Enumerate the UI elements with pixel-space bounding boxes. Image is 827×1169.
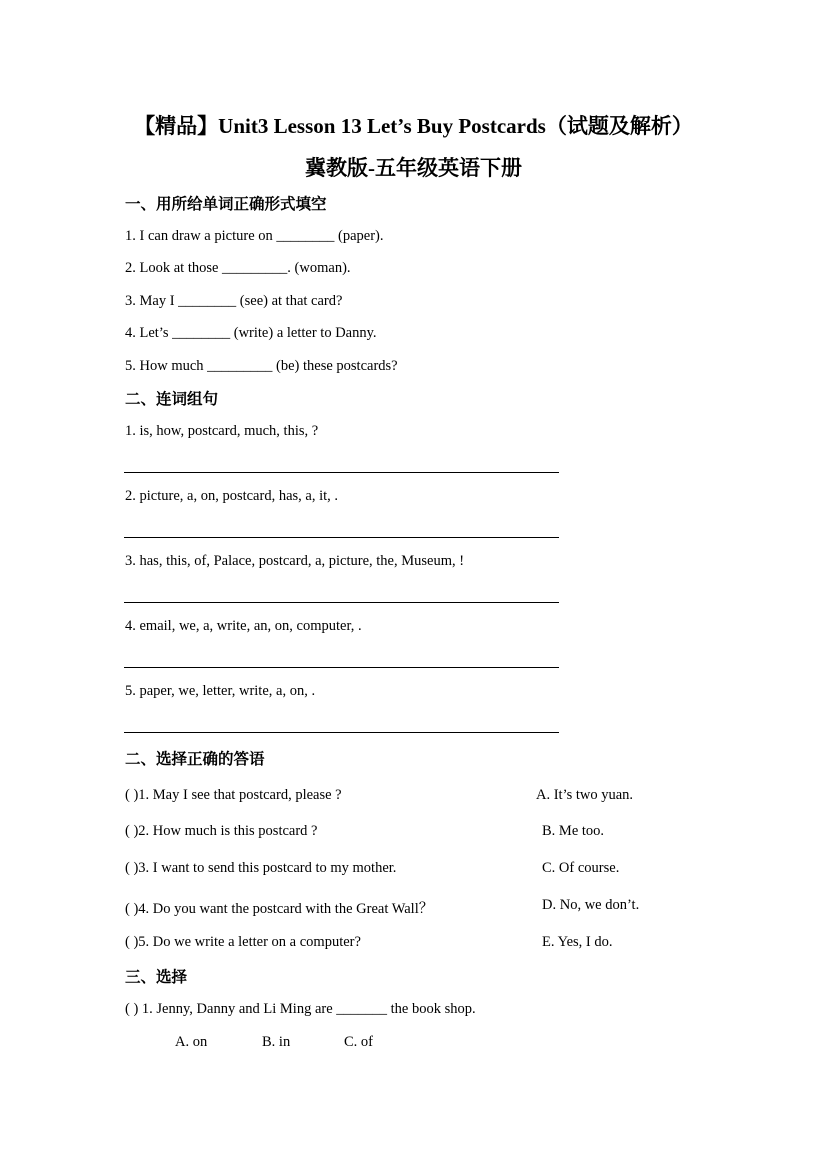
sentence-build-item-3: 3. has, this, of, Palace, postcard, a, picture, the, Museum, ! — [125, 553, 465, 569]
section-heading-fill-blank: 一、用所给单词正确形式填空 — [125, 196, 327, 213]
choice-option-b: B. in — [262, 1034, 291, 1050]
match-answer-a: A. It’s two yuan. — [536, 787, 634, 803]
choice-question-1: ( ) 1. Jenny, Danny and Li Ming are _______ the book shop. — [125, 1001, 476, 1017]
choice-option-c: C. of — [344, 1034, 373, 1050]
answer-line-3[interactable] — [124, 602, 559, 603]
answer-line-2[interactable] — [124, 537, 559, 538]
fill-blank-item-3: 3. May I ________ (see) at that card? — [125, 293, 343, 309]
sentence-build-item-4: 4. email, we, a, write, an, on, computer, . — [125, 618, 362, 634]
document-title: 【精品】Unit3 Lesson 13 Let’s Buy Postcards（试题及解析） — [134, 114, 693, 138]
match-answer-e: E. Yes, I do. — [542, 934, 613, 950]
document-subtitle: 冀教版-五年级英语下册 — [305, 156, 522, 180]
match-answer-d: D. No, we don’t. — [542, 897, 640, 913]
choice-option-a: A. on — [175, 1034, 208, 1050]
fill-blank-item-5: 5. How much _________ (be) these postcards? — [125, 358, 398, 374]
match-question-1: ( )1. May I see that postcard, please ? — [125, 787, 342, 803]
match-question-3: ( )3. I want to send this postcard to my mother. — [125, 860, 397, 876]
answer-line-4[interactable] — [124, 667, 559, 668]
section-heading-multiple-choice: 三、选择 — [125, 969, 188, 986]
sentence-build-item-1: 1. is, how, postcard, much, this, ? — [125, 423, 319, 439]
match-answer-b: B. Me too. — [542, 823, 605, 839]
fill-blank-item-4: 4. Let’s ________ (write) a letter to Danny. — [125, 325, 377, 341]
fill-blank-item-1: 1. I can draw a picture on ________ (paper). — [125, 228, 384, 244]
answer-line-1[interactable] — [124, 472, 559, 473]
sentence-build-item-2: 2. picture, a, on, postcard, has, a, it, . — [125, 488, 339, 504]
match-question-2: ( )2. How much is this postcard ? — [125, 823, 318, 839]
answer-line-5[interactable] — [124, 732, 559, 733]
section-heading-match-answers: 二、选择正确的答语 — [125, 751, 265, 768]
match-answer-c: C. Of course. — [542, 860, 620, 876]
match-question-4: ( )4. Do you want the postcard with the Great Wall？ — [125, 901, 434, 917]
section-heading-sentence-build: 二、连词组句 — [125, 391, 219, 408]
sentence-build-item-5: 5. paper, we, letter, write, a, on, . — [125, 683, 316, 699]
match-question-5: ( )5. Do we write a letter on a computer? — [125, 934, 361, 950]
fill-blank-item-2: 2. Look at those _________. (woman). — [125, 260, 351, 276]
